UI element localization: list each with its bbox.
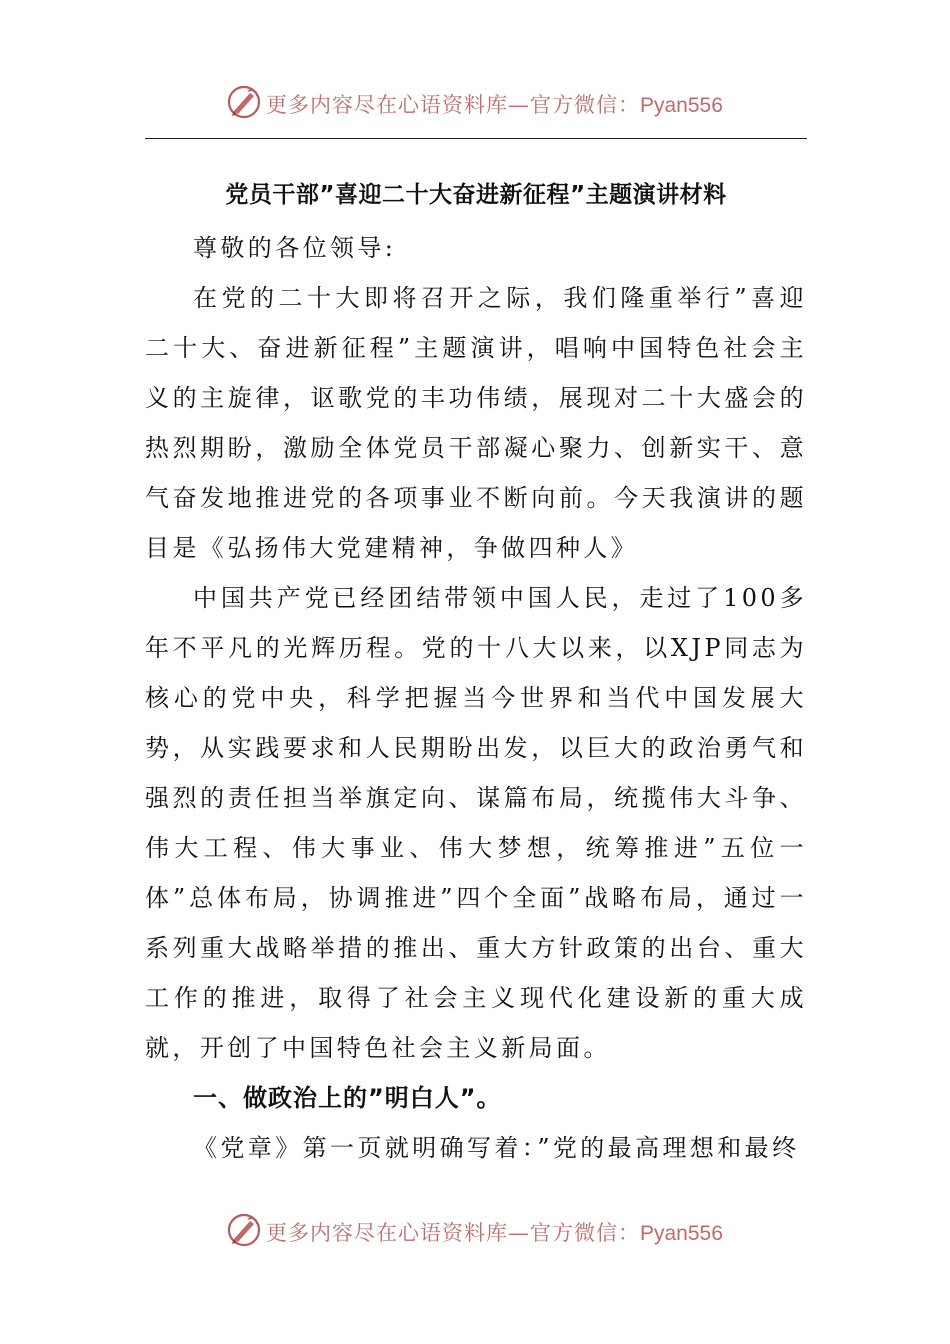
watermark-text <box>266 1217 723 1247</box>
paragraph-intro: 在党的二十大即将召开之际，我们隆重举行”喜迎二十大、奋进新征程”主题演讲，唱响中国特色社会主义的主旋律，讴歌党的丰功伟绩，展现对二十大盛会的热烈期盼，激励全体党员干部凝心聚力、创新实干、意气奋发地推进党的各项事业不断向前。今天我演讲的题目是《弘扬伟大党建精神，争做四种人》 <box>145 284 807 562</box>
pen-logo-icon <box>226 84 262 120</box>
paragraph-party-charter: 《党章》第一页就明确写着：”党的最高理想和最终 <box>193 1134 800 1162</box>
watermark-banner-bottom <box>0 1208 950 1252</box>
watermark-text <box>266 89 723 119</box>
pen-logo-icon <box>226 1212 262 1248</box>
watermark-label: 更多内容尽在心语资料库—官方微信： <box>266 1221 640 1245</box>
document-body <box>145 223 807 1173</box>
document-title: 党员干部”喜迎二十大奋进新征程”主题演讲材料 <box>225 182 727 208</box>
salutation: 尊敬的各位领导: <box>193 234 397 262</box>
watermark-wechat-id: Pyan556 <box>640 1222 723 1245</box>
header-divider <box>145 138 807 139</box>
watermark-banner-top <box>0 80 950 124</box>
watermark-wechat-id: Pyan556 <box>640 94 723 117</box>
watermark-label: 更多内容尽在心语资料库—官方微信： <box>266 93 640 117</box>
paragraph-history: 中国共产党已经团结带领中国人民，走过了100多年不平凡的光辉历程。党的十八大以来，以XJP同志为核心的党中央，科学把握当今世界和当代中国发展大势，从实践要求和人民期盼出发，以巨大的政治勇气和强烈的责任担当举旗定向、谋篇布局，统揽伟大斗争、伟大工程、伟大事业、伟大梦想，统筹推进”五位一体”总体布局，协调推进”四个全面”战略布局，通过一系列重大战略举措的推出、重大方针政策的出台、重大工作的推进，取得了社会主义现代化建设新的重大成就，开创了中国特色社会主义新局面。 <box>145 584 807 1062</box>
section-heading: 一、做政治上的”明白人”。 <box>193 1084 502 1112</box>
